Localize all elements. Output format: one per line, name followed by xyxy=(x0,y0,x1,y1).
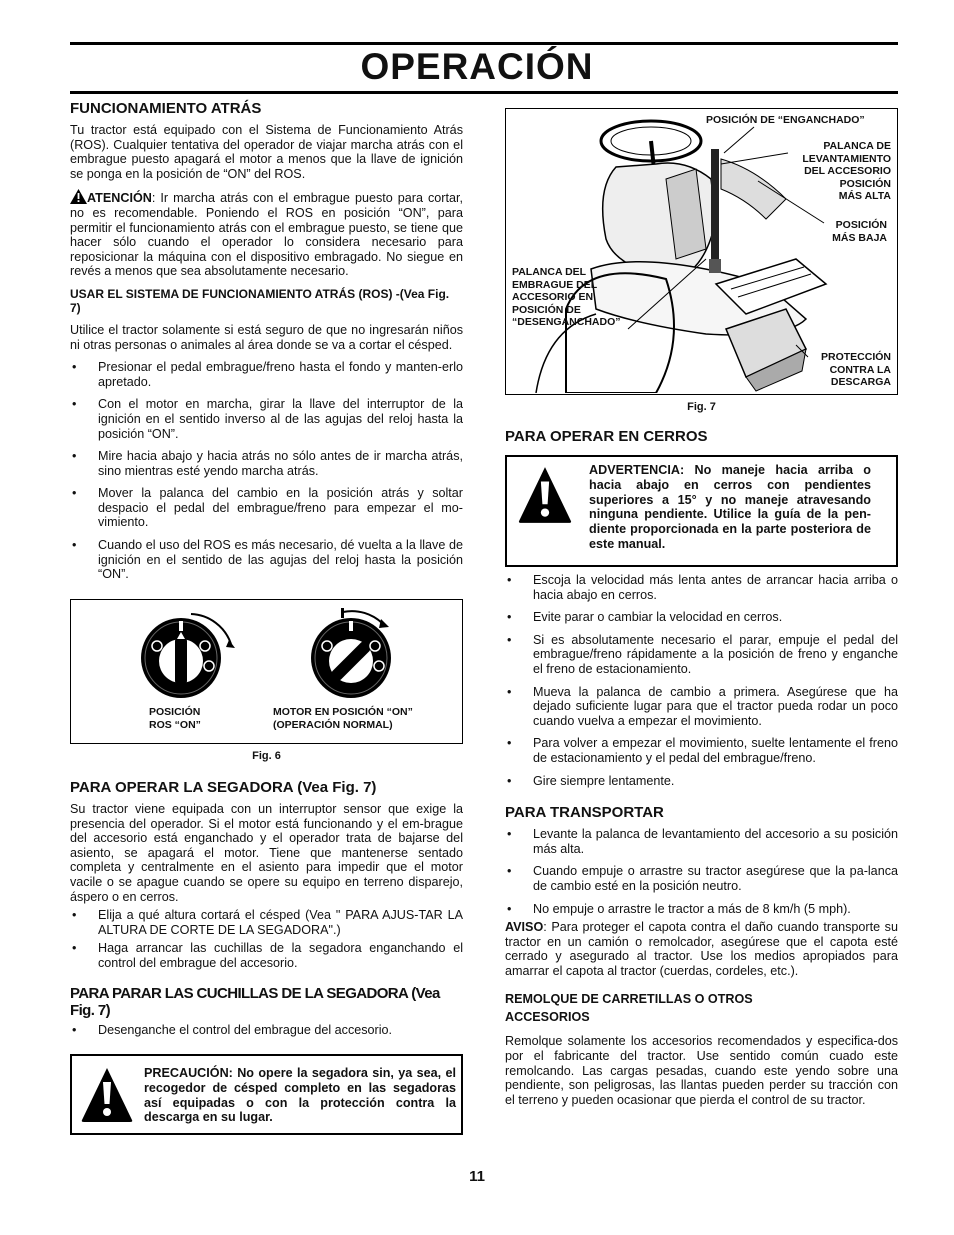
fig6-label-ros: POSICIÓN ROS “ON” xyxy=(149,706,201,731)
ignition-switch-run-icon xyxy=(303,606,413,706)
warning-text: ADVERTENCIA: No maneje hacia arriba o hacia abajo en cerros con pendientes superiores a 15° y no maneje atravesando ninguna pendiente. Utilice la guía de la pen-diente proporcionada en la parte posteriora de este manual. xyxy=(589,463,871,551)
list-item: • Cuando empuje o arrastre su tractor asegúrese que la pa-lanca de cambio esté en la posición neutro. xyxy=(505,864,898,893)
fig7-label-low: POSICIÓN MÁS BAJA xyxy=(832,219,887,244)
attention-paragraph xyxy=(70,189,463,279)
list-item: • Mover la palanca del cambio en la posición atrás y soltar despacio el pedal del embrague/freno para empezar el mo-vimiento. xyxy=(70,486,463,530)
list-item: • Elija a qué altura cortará el césped (Vea " PARA AJUS-TAR LA ALTURA DE CORTE DE LA SEGADORA".) xyxy=(70,908,463,937)
list-item: • Para volver a empezar el movimiento, suelte lentamente el freno de estacionamiento y el pedal del embrague/freno. xyxy=(505,736,898,765)
caution-box xyxy=(70,1054,463,1135)
figure-7 xyxy=(505,108,898,395)
list-item: • Escoja la velocidad más lenta antes de arrancar hacia arriba o hacia abajo en cerros. xyxy=(505,573,898,602)
paragraph: Utilice el tractor solamente si está seguro de que no ingresarán niños ni otras personas o animales al área donde se va a cortar el césped. xyxy=(70,322,463,352)
warning-triangle-icon xyxy=(70,189,87,204)
list-item: • Haga arrancar las cuchillas de la segadora enganchando el control del embrague del accesorio. xyxy=(70,941,463,970)
warning-box xyxy=(505,455,898,567)
list-item: • Mire hacia abajo y hacia atrás no sólo antes de ir marcha atrás, sino mientras esté yendo marcha atrás. xyxy=(70,449,463,478)
top-rule xyxy=(70,42,898,45)
section-heading-mower: PARA OPERAR LA SEGADORA (Vea Fig. 7) xyxy=(70,779,377,796)
warning-triangle-icon xyxy=(80,1066,134,1124)
section-heading-stop-blades: PARA PARAR LAS CUCHILLAS DE LA SEGADORA (Vea Fig. 7) xyxy=(70,984,440,1019)
right-column xyxy=(505,573,898,1115)
paragraph: Remolque solamente los accesorios recomendados y especifica-dos por el fabricante del tractor. Use sentido común cuado este remolcando. Las cargas pesadas, cuando este yendo sobre una pendiente, son peligrosas, las llantas pueden perder su tracción con el terreno y pueden ocasionar que pierda el control de su tractor. xyxy=(505,1034,898,1107)
attention-text: : Ir marcha atrás con el embrague puesto para cortar, no es recomendable. Poniendo el ROS en posición “ON”, para permitir el funcionamiento atrás con el embrague puesto, se tiene que hacer sólo cuando el operador lo considera necesario para reposicionar la máquina con el dispositivo embragado. No siegue en revés a menos que sea absolutamente necesario. xyxy=(70,191,463,279)
list-item: • Con el motor en marcha, girar la llave del interruptor de la ignición en el sentido inverso al de las agujas del reloj hasta la posición “ON”. xyxy=(70,397,463,441)
fig7-label-lift-high: PALANCA DE LEVANTAMIENTO DEL ACCESORIO POSICIÓN MÁS ALTA xyxy=(802,140,891,203)
ignition-switch-ros-icon xyxy=(133,606,243,706)
attention-label: ATENCIÓN xyxy=(87,191,152,206)
subheading-towing: REMOLQUE DE CARRETILLAS O OTROS ACCESORIOS xyxy=(505,992,753,1025)
aviso-text: : Para proteger el capota contra el daño cuando transporte su tractor en un camión o remolcador, asegúrese que el capota esté cerrado y asegurado al tractor. Use los medios apropiados para amarrar el capota al tractor (cuerdas, cordeles, etc.). xyxy=(505,920,898,978)
list-item: • Gire siempre lentamente. xyxy=(505,774,898,789)
fig6-label-normal: MOTOR EN POSICIÓN “ON” (OPERACIÓN NORMAL) xyxy=(273,706,413,731)
page-number: 11 xyxy=(469,1168,485,1185)
fig6-caption: Fig. 6 xyxy=(252,750,281,762)
list-item: • Presionar el pedal embrague/freno hasta el fondo y manten-erlo apretado. xyxy=(70,360,463,389)
list-item: • Desenganche el control del embrague del accesorio. xyxy=(70,1023,463,1038)
left-column xyxy=(70,100,463,590)
page-title: OPERACIÓN xyxy=(360,46,594,87)
caution-text: PRECAUCIÓN: No opere la segadora sin, ya sea, el recogedor de césped completo en las segadoras así equipadas o con la protección contra la descarga en su lugar. xyxy=(144,1066,456,1125)
list-item: • Si es absolutamente necesario el parar, empuje el pedal del embrague/freno rápidamente a la posición de freno y enganche el freno de estacionamiento. xyxy=(505,633,898,677)
fig7-label-enganchado: POSICIÓN DE “ENGANCHADO” xyxy=(706,114,865,126)
aviso-paragraph xyxy=(505,920,898,978)
paragraph: Tu tractor está equipado con el Sistema de Funcionamiento Atrás (ROS). Cualquier tentativa del operador de viajar marcha atrás con el embrague puesto apagará el motor a menos que la llave de ignición se ponga en la posición de “ON” del ROS. xyxy=(70,123,463,181)
list-item: • Levante la palanca de levantamiento del accesorio a su posición más alta. xyxy=(505,827,898,856)
aviso-label: AVISO xyxy=(505,920,544,935)
paragraph: Su tractor viene equipada con un interruptor sensor que exige la presencia del operador. Si el motor está funcionando y el em-brague del accesorio está enganchado y el operador trata de bajarse del asiento, se apagará el motor. Tiene que mantenerse sentado completa y centralmente en el asiento para impedir que el motor vacile o se apague cuando se opere su equipo en terreno disparejo, áspero o en cerros. xyxy=(70,802,463,904)
warning-triangle-icon xyxy=(517,465,573,525)
subheading-ros: USAR EL SISTEMA DE FUNCIONAMIENTO ATRÁS (ROS) -(Vea Fig. 7) xyxy=(70,286,450,315)
list-item: • Mueva la palanca de cambio a primera. Asegúrese que ha dejado suficiente lugar para que el tractor pueda rodar un poco cuando vuelva a empezar el movimiento. xyxy=(505,685,898,729)
fig7-label-clutch: PALANCA DEL EMBRAGUE DEL ACCESORIO EN POSICIÓN DE “DESENGANCHADO” xyxy=(512,266,621,329)
title-underline xyxy=(70,91,898,94)
fig7-caption: Fig. 7 xyxy=(687,401,716,413)
left-column-lower xyxy=(70,779,463,1045)
list-item: • Cuando el uso del ROS es más necesario, dé vuelta a la llave de ignición en el sentido de las agujas del reloj hasta la posición “ON”. xyxy=(70,538,463,582)
section-heading-reverse: FUNCIONAMIENTO ATRÁS xyxy=(70,100,262,117)
list-item: • Evite parar o cambiar la velocidad en cerros. xyxy=(505,610,898,625)
list-item: • No empuje o arrastre le tractor a más de 8 km/h (5 mph). xyxy=(505,902,898,917)
section-heading-hills: PARA OPERAR EN CERROS xyxy=(505,428,708,445)
section-heading-transport: PARA TRANSPORTAR xyxy=(505,804,664,822)
fig7-label-chute: PROTECCIÓN CONTRA LA DESCARGA xyxy=(820,351,891,389)
figure-6 xyxy=(70,599,463,744)
